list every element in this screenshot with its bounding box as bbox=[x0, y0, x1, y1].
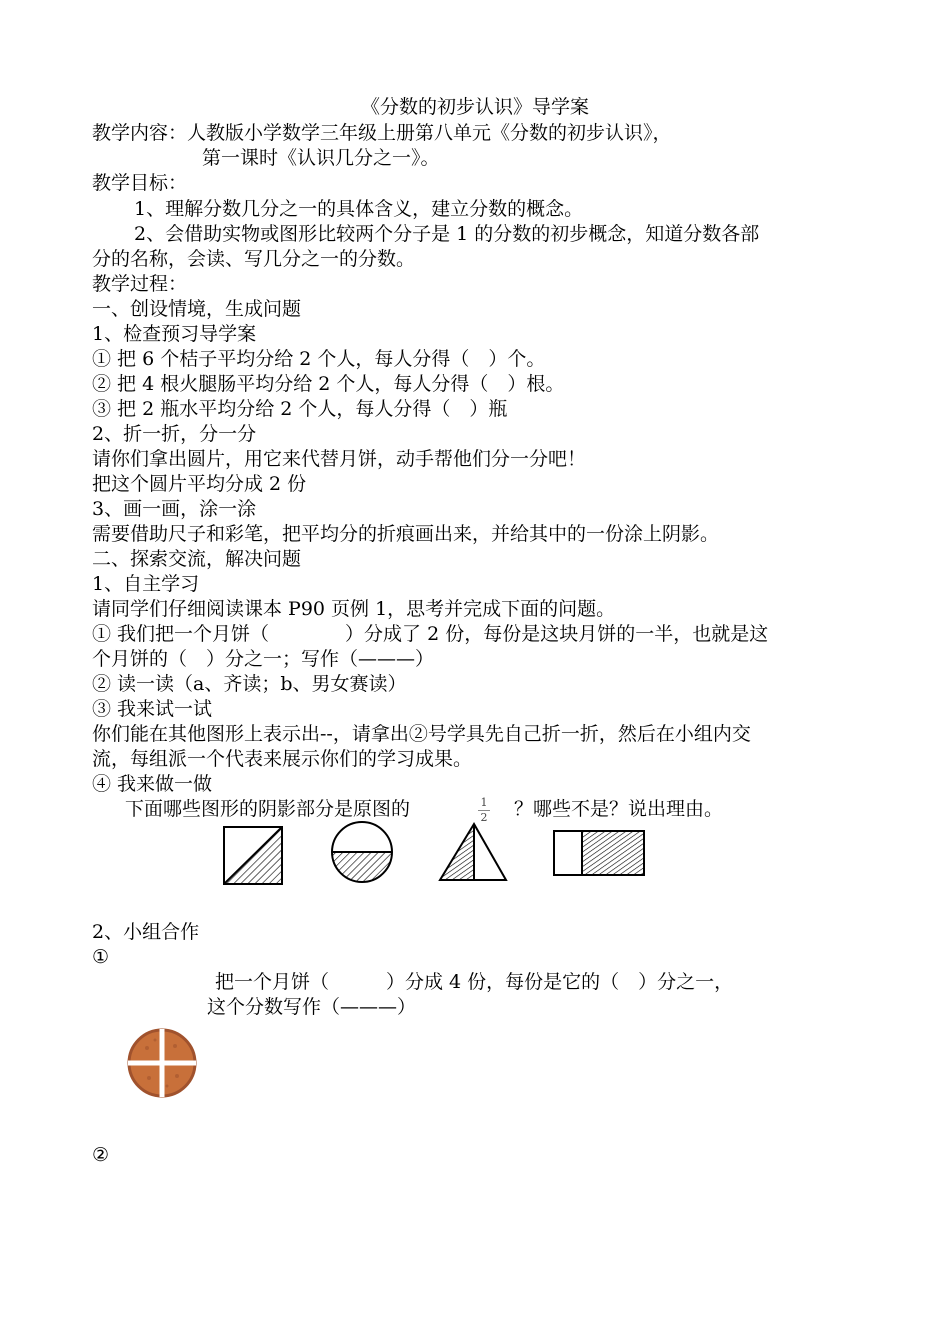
group-task-1-marker: ① bbox=[92, 946, 110, 968]
question-1: ① 把 6 个桔子平均分给 2 个人，每人分得（ ）个。 bbox=[92, 348, 546, 370]
page-title: 《分数的初步认识》导学案 bbox=[360, 96, 589, 118]
shaded-rectangle-figure bbox=[554, 831, 644, 875]
section-2-item-1: 1、自主学习 bbox=[92, 573, 200, 595]
question-2: ② 把 4 根火腿肠平均分给 2 个人，每人分得（ ）根。 bbox=[92, 373, 565, 395]
section-1-item-3: 3、画一画，涂一涂 bbox=[92, 498, 257, 520]
section-2-item-2: 2、小组合作 bbox=[92, 921, 200, 943]
goal-2-cont: 分的名称，会读、写几分之一的分数。 bbox=[92, 248, 416, 270]
problem-3-text-cont: 流，每组派一个代表来展示你们的学习成果。 bbox=[92, 748, 473, 770]
goal-2: 2、会借助实物或图形比较两个分子是 1 的分数的初步概念，知道分数各部 bbox=[134, 223, 760, 245]
section-2-title: 二、探索交流，解决问题 bbox=[92, 548, 302, 570]
problem-3-text: 你们能在其他图形上表示出--，请拿出②号学具先自己折一折，然后在小组内交 bbox=[92, 723, 751, 745]
item-3-text: 需要借助尺子和彩笔，把平均分的折痕画出来，并给其中的一份涂上阴影。 bbox=[92, 523, 720, 545]
goals-heading: 教学目标： bbox=[92, 172, 188, 194]
shaded-circle-figure bbox=[332, 822, 392, 882]
problem-4: ④ 我来做一做 bbox=[92, 773, 213, 795]
process-heading: 教学过程： bbox=[92, 273, 188, 295]
question-3: ③ 把 2 瓶水平均分给 2 个人，每人分得（ ）瓶 bbox=[92, 398, 508, 420]
problem-4-text-b: ？哪些不是？说出理由。 bbox=[514, 798, 724, 820]
section-1-item-2: 2、折一折，分一分 bbox=[92, 423, 257, 445]
section-1-title: 一、创设情境，生成问题 bbox=[92, 298, 302, 320]
problem-1-cont: 个月饼的（ ）分之一；写作（———） bbox=[92, 648, 435, 670]
shaded-square-figure bbox=[224, 827, 282, 884]
goal-1: 1、理解分数几分之一的具体含义，建立分数的概念。 bbox=[134, 198, 584, 220]
problem-2: ② 读一读（a、齐读；b、男女赛读） bbox=[92, 673, 407, 695]
section-1-item-1: 1、检查预习导学案 bbox=[92, 323, 257, 345]
problem-1: ① 我们把一个月饼（ ）分成了 2 份，每份是这块月饼的一半，也就是这 bbox=[92, 623, 769, 645]
item-1-text: 请同学们仔细阅读课本 P90 页例 1，思考并完成下面的问题。 bbox=[92, 598, 616, 620]
problem-4-text-a: 下面哪些图形的阴影部分是原图的 bbox=[125, 798, 411, 820]
group-task-1-text-cont: 这个分数写作（———） bbox=[207, 996, 417, 1018]
fraction-denominator: 2 bbox=[480, 811, 488, 824]
item-2-text-1: 请你们拿出圆片，用它来代替月饼，动手帮他们分一分吧！ bbox=[92, 448, 587, 470]
group-task-1-text: 把一个月饼（ ）分成 4 份，每份是它的（ ）分之一， bbox=[215, 971, 734, 993]
shaded-triangle-figure bbox=[440, 824, 506, 880]
problem-3: ③ 我来试一试 bbox=[92, 698, 213, 720]
teaching-content: 教学内容：人教版小学数学三年级上册第八单元《分数的初步认识》， bbox=[92, 122, 672, 144]
fraction-figures bbox=[0, 820, 950, 890]
fraction-numerator: 1 bbox=[480, 796, 488, 809]
mooncake-quartered-image bbox=[127, 1028, 197, 1098]
teaching-content-cont: 第一课时《认识几分之一》。 bbox=[202, 147, 440, 169]
group-task-2-marker: ② bbox=[92, 1144, 110, 1166]
item-2-text-2: 把这个圆片平均分成 2 份 bbox=[92, 473, 307, 495]
